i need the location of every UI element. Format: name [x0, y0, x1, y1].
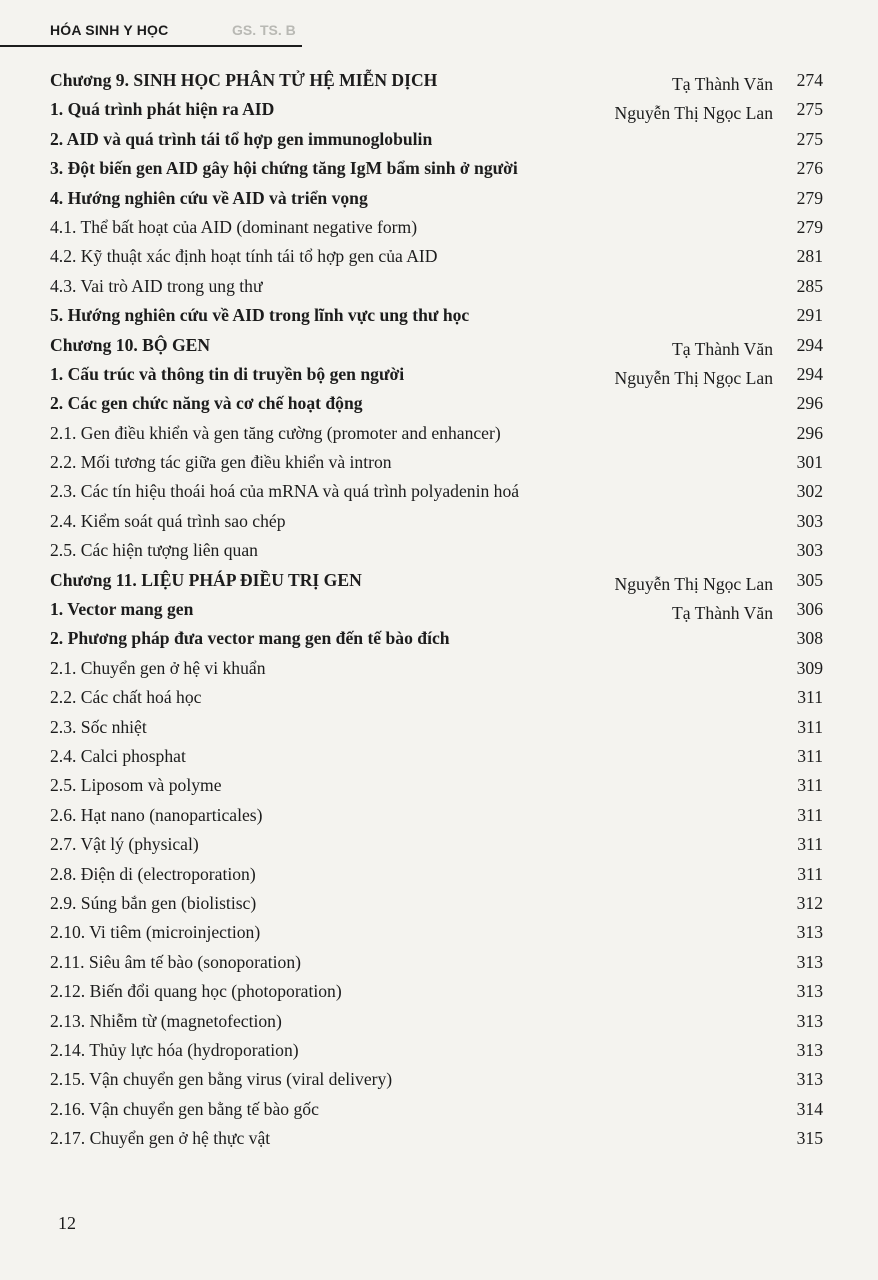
toc-entry-author: Nguyễn Thị Ngọc Lan — [614, 103, 773, 124]
toc-entry — [50, 1007, 823, 1036]
toc-entry-page: 281 — [796, 246, 823, 267]
toc-entry — [50, 536, 823, 565]
toc-entry-title: 2.13. Nhiễm từ (magnetofection) — [50, 1010, 282, 1031]
toc-entry-author: Nguyễn Thị Ngọc Lan — [614, 573, 773, 594]
toc-entry — [50, 860, 823, 889]
toc-entry — [50, 889, 823, 918]
toc-entry — [50, 419, 823, 448]
toc-entry — [50, 242, 823, 271]
toc-entry — [50, 948, 823, 977]
toc-entry-author: Tạ Thành Văn — [672, 338, 773, 359]
toc-entry — [50, 771, 823, 800]
toc-entry-page: 279 — [796, 187, 823, 208]
toc-entry-author: Nguyễn Thị Ngọc Lan — [614, 367, 773, 388]
toc-entry — [50, 977, 823, 1006]
toc-entry-page: 296 — [796, 422, 823, 443]
toc-entry-title: 1. Vector mang gen — [50, 599, 194, 620]
toc-entry-page: 303 — [796, 510, 823, 531]
toc-entry-page: 313 — [796, 951, 823, 972]
toc-entry — [50, 389, 823, 418]
toc-entry — [50, 566, 823, 595]
toc-entry-page: 311 — [797, 804, 823, 825]
toc-entry-page: 311 — [797, 687, 823, 708]
toc-entry-page: 303 — [796, 540, 823, 561]
toc-entry — [50, 125, 823, 154]
toc-entry — [50, 154, 823, 183]
toc-entry-title: 2.7. Vật lý (physical) — [50, 834, 199, 855]
toc-entry — [50, 184, 823, 213]
toc-entry-title: 2.11. Siêu âm tế bào (sonoporation) — [50, 951, 301, 972]
toc-entry-title: 2.15. Vận chuyển gen bằng virus (viral delivery) — [50, 1069, 393, 1090]
show-through-text: GS. TS. B — [232, 22, 296, 38]
toc-entry — [50, 477, 823, 506]
toc-entry-title: 2. Phương pháp đưa vector mang gen đến tế bào đích — [50, 628, 450, 649]
toc-entry-title: 2.3. Các tín hiệu thoái hoá của mRNA và quá trình polyadenin hoá — [50, 481, 520, 502]
toc-entry — [50, 360, 823, 389]
toc-entry-title: 2.5. Các hiện tượng liên quan — [50, 540, 258, 561]
toc-entry-title: 2.9. Súng bắn gen (biolistisc) — [50, 892, 257, 913]
toc-entry-page: 302 — [796, 481, 823, 502]
toc-entry — [50, 1065, 823, 1094]
toc-entry-page: 311 — [797, 775, 823, 796]
toc-entry-author: Tạ Thành Văn — [672, 74, 773, 94]
toc-entry-page: 275 — [796, 128, 823, 149]
toc-entry — [50, 507, 823, 536]
toc-entry-title: 2.2. Các chất hoá học — [50, 687, 202, 708]
toc-entry-title: 4.3. Vai trò AID trong ung thư — [50, 275, 263, 296]
toc-entry-page: 275 — [796, 99, 823, 120]
toc-entry — [50, 801, 823, 830]
toc-entry — [50, 272, 823, 301]
toc-entry-title: Chương 11. LIỆU PHÁP ĐIỀU TRỊ GEN — [50, 569, 362, 590]
toc-entry — [50, 683, 823, 712]
toc-entry-page: 296 — [796, 393, 823, 414]
toc-entry-title: Chương 10. BỘ GEN — [50, 334, 211, 355]
toc-entry-title: 2.5. Liposom và polyme — [50, 775, 222, 796]
toc-entry-title: 1. Quá trình phát hiện ra AID — [50, 99, 275, 120]
toc-entry-page: 314 — [796, 1098, 823, 1119]
toc-entry-page: 285 — [796, 275, 823, 296]
toc-entry-title: Chương 9. SINH HỌC PHÂN TỬ HỆ MIỄN DỊCH — [50, 70, 438, 90]
toc-entry — [50, 66, 823, 95]
toc-entry — [50, 213, 823, 242]
toc-entry-title: 2. Các gen chức năng và cơ chế hoạt động — [50, 393, 363, 414]
toc-entry — [50, 1095, 823, 1124]
toc-entry-page: 313 — [796, 1010, 823, 1031]
toc-entry-page: 312 — [796, 892, 823, 913]
toc-entry-title: 2.14. Thủy lực hóa (hydroporation) — [50, 1039, 299, 1060]
toc-entry-page: 301 — [796, 452, 823, 473]
toc-entry — [50, 830, 823, 859]
toc-entry-title: 2.1. Gen điều khiển và gen tăng cường (promoter and enhancer) — [50, 422, 501, 443]
toc-entry-page: 306 — [796, 599, 823, 620]
toc-entry-page: 309 — [796, 657, 823, 678]
toc-entry-page: 311 — [797, 745, 823, 766]
toc-entry — [50, 1124, 823, 1153]
toc-entry-title: 3. Đột biến gen AID gây hội chứng tăng IgM bẩm sinh ở người — [50, 158, 518, 179]
toc-entry-title: 2.10. Vi tiêm (microinjection) — [50, 922, 261, 943]
toc-entry-title: 2.16. Vận chuyển gen bằng tế bào gốc — [50, 1098, 319, 1119]
toc-entry-page: 311 — [797, 834, 823, 855]
toc-entry-page: 313 — [796, 922, 823, 943]
toc-entry-page: 294 — [796, 363, 823, 384]
header-rule — [0, 45, 302, 47]
running-header: HÓA SINH Y HỌC — [50, 22, 169, 38]
toc-entry-title: 4.1. Thể bất hoạt của AID (dominant negative form) — [50, 216, 418, 237]
toc-entry-page: 311 — [797, 716, 823, 737]
toc-entry — [50, 95, 823, 124]
toc-entry-title: 2.4. Calci phosphat — [50, 745, 186, 766]
toc-entry-page: 311 — [797, 863, 823, 884]
toc-entry — [50, 742, 823, 771]
toc-entry-title: 1. Cấu trúc và thông tin di truyền bộ gen người — [50, 363, 405, 384]
toc-entry-title: 2.1. Chuyển gen ở hệ vi khuẩn — [50, 657, 266, 678]
toc-entry-title: 4. Hướng nghiên cứu về AID và triển vọng — [50, 187, 368, 208]
toc-entry-title: 2.3. Sốc nhiệt — [50, 716, 147, 737]
toc-entry-page: 308 — [796, 628, 823, 649]
toc-entry-page: 291 — [796, 305, 823, 326]
toc-entry-page: 279 — [796, 216, 823, 237]
toc-entry — [50, 301, 823, 330]
toc-entry — [50, 595, 823, 624]
toc-entry-title: 2.2. Mối tương tác giữa gen điều khiển và intron — [50, 452, 392, 473]
toc-entry — [50, 918, 823, 947]
toc-entry — [50, 654, 823, 683]
toc-entry-page: 276 — [796, 158, 823, 179]
toc-entry-page: 294 — [796, 334, 823, 355]
toc-entry — [50, 448, 823, 477]
toc-entry-title: 4.2. Kỹ thuật xác định hoạt tính tái tổ hợp gen của AID — [50, 246, 438, 267]
toc-entry-author: Tạ Thành Văn — [672, 603, 773, 624]
toc-entry-page: 313 — [796, 981, 823, 1002]
toc-entry — [50, 713, 823, 742]
toc-entry — [50, 624, 823, 653]
toc-entry-title: 2.17. Chuyển gen ở hệ thực vật — [50, 1128, 271, 1149]
toc-entry — [50, 331, 823, 360]
toc-entry — [50, 1036, 823, 1065]
toc-entry-page: 305 — [796, 569, 823, 590]
toc-entry-title: 2.4. Kiểm soát quá trình sao chép — [50, 510, 286, 531]
toc-entry-page: 313 — [796, 1069, 823, 1090]
toc-entry-page: 274 — [796, 70, 823, 90]
toc-entry-title: 2. AID và quá trình tái tổ hợp gen immunoglobulin — [50, 128, 433, 149]
toc-entry-page: 313 — [796, 1039, 823, 1060]
toc-entry-title: 2.12. Biến đổi quang học (photoporation) — [50, 981, 342, 1002]
toc-entry-title: 5. Hướng nghiên cứu về AID trong lĩnh vực ung thư học — [50, 305, 470, 326]
table-of-contents — [50, 66, 823, 1153]
page-number: 12 — [58, 1213, 76, 1233]
toc-entry-page: 315 — [796, 1128, 823, 1149]
toc-entry-title: 2.8. Điện di (electroporation) — [50, 863, 256, 884]
toc-entry-title: 2.6. Hạt nano (nanoparticales) — [50, 804, 263, 825]
